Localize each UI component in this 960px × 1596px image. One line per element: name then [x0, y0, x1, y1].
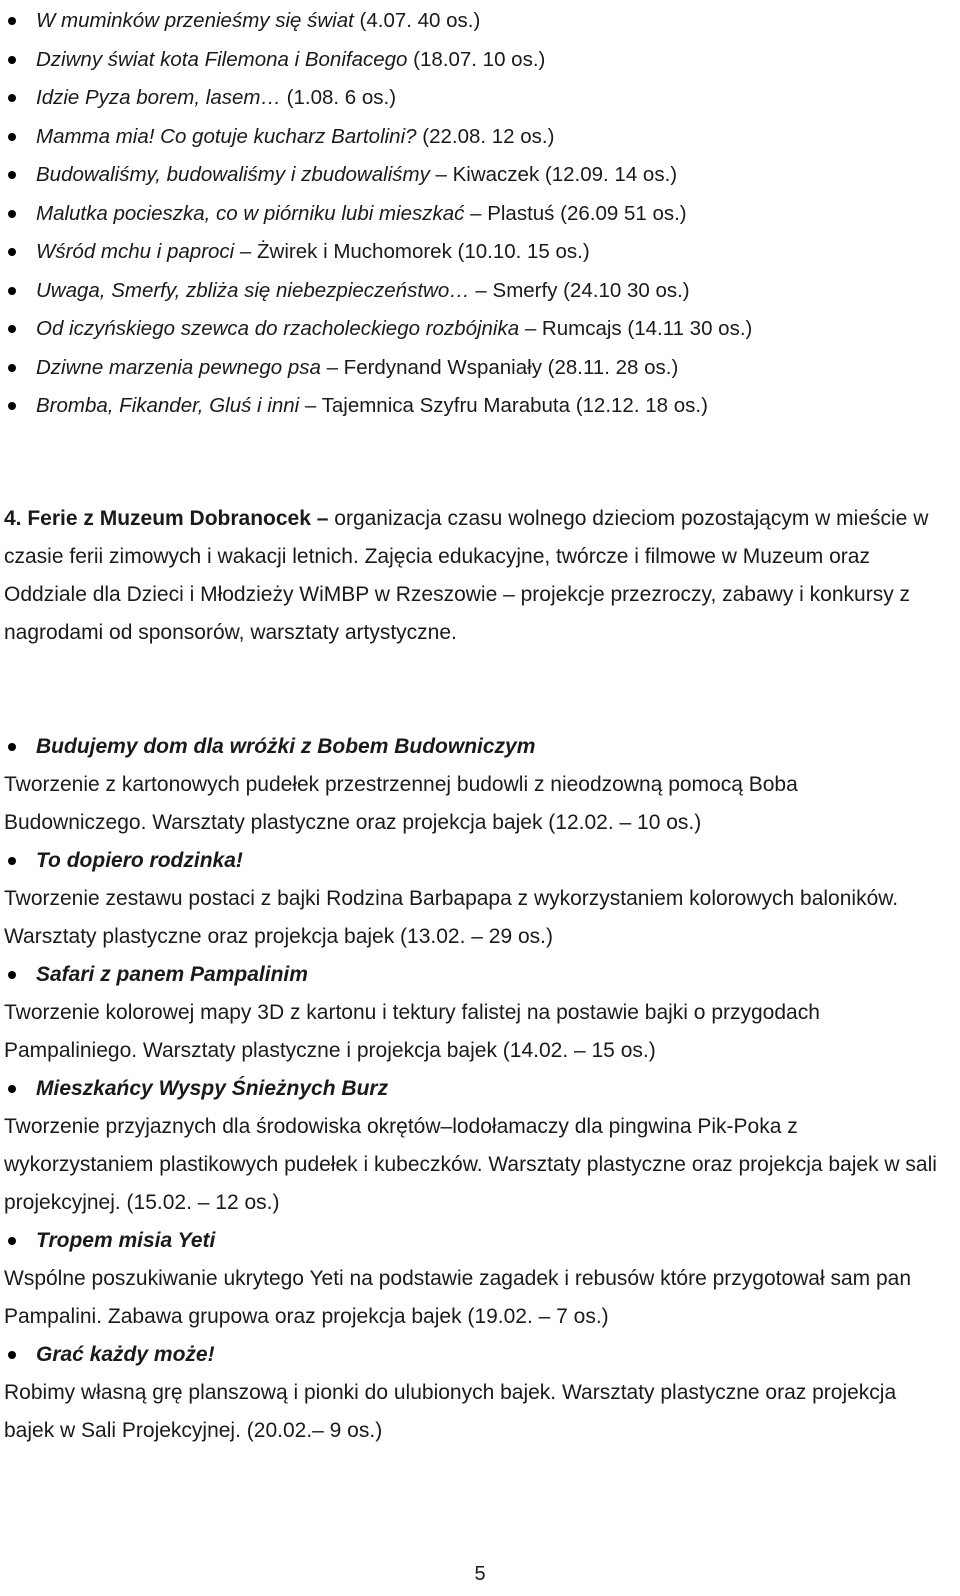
workshop-title: Tropem misia Yeti [36, 1229, 216, 1252]
page-number: 5 [474, 1563, 486, 1585]
event-title: Wśród mchu i paproci [36, 240, 235, 263]
event-title: Budowaliśmy, budowaliśmy i zbudowaliśmy [36, 163, 430, 186]
list-item [8, 387, 948, 426]
event-title: Malutka pocieszka, co w piórniku lubi mieszkać [36, 201, 465, 225]
bullet-icon [8, 1085, 16, 1093]
event-title: Mamma mia! Co gotuje kucharz Bartolini? [36, 124, 417, 148]
workshop-description: Tworzenie przyjaznych dla środowiska okrętów–lodołamaczy dla pingwina Pik-Poka z wykorzystaniem plastikowych pudełek i kubeczków. Warsztaty plastyczne oraz projekcja bajek w sali projekcyjnej. (15.02. – 12 os.) [4, 1115, 937, 1214]
workshop-item [4, 1222, 944, 1336]
event-title: W muminków przenieśmy się świat [36, 9, 354, 32]
event-details: (1.08. 6 os.) [280, 86, 397, 109]
bullet-icon [8, 133, 16, 141]
event-details: – Rumcajs (14.11 30 os.) [519, 317, 753, 340]
event-title: Bromba, Fikander, Gluś i inni [36, 394, 300, 417]
event-details: – Kiwaczek (12.09. 14 os.) [429, 163, 678, 186]
event-details: – Plastuś (26.09 51 os.) [464, 201, 687, 225]
list-item [8, 310, 948, 349]
bullet-icon [8, 1237, 16, 1245]
bullet-icon [8, 325, 16, 333]
event-details: – Smerfy (24.10 30 os.) [469, 278, 690, 302]
workshop-title-row [4, 1336, 944, 1374]
event-list [8, 2, 948, 426]
event-details: (22.08. 12 os.) [416, 124, 555, 148]
bullet-icon [8, 287, 16, 295]
workshop-item [4, 1336, 944, 1450]
workshop-description: Tworzenie zestawu postaci z bajki Rodzina Barbapapa z wykorzystaniem kolorowych baloników. Warsztaty plastyczne oraz projekcja bajek (13.02. – 29 os.) [4, 887, 899, 948]
list-item [8, 2, 948, 41]
section-4 [4, 500, 940, 652]
bullet-icon [8, 971, 16, 979]
workshop-title: Mieszkańcy Wyspy Śnieżnych Burz [36, 1077, 389, 1100]
workshop-title: Grać każdy może! [36, 1343, 215, 1366]
list-item [8, 195, 948, 234]
list-item [8, 118, 948, 157]
bullet-icon [8, 1351, 16, 1359]
workshop-title: To dopiero rodzinka! [36, 849, 243, 872]
list-item [8, 272, 948, 311]
bullet-icon [8, 857, 16, 865]
event-details: – Żwirek i Muchomorek (10.10. 15 os.) [234, 240, 590, 263]
event-details: (4.07. 40 os.) [353, 9, 481, 32]
event-details: – Tajemnica Szyfru Marabuta (12.12. 18 os.) [299, 394, 708, 417]
workshop-title: Budujemy dom dla wróżki z Bobem Budowniczym [36, 735, 536, 758]
workshop-list [4, 728, 944, 1450]
bullet-icon [8, 248, 16, 256]
list-item [8, 156, 948, 195]
bullet-icon [8, 210, 16, 218]
workshop-item [4, 728, 944, 842]
workshop-title-row [4, 956, 944, 994]
event-details: – Ferdynand Wspaniały (28.11. 28 os.) [320, 355, 679, 379]
workshop-title-row [4, 728, 944, 766]
list-item [8, 41, 948, 80]
section-text: organizacja czasu wolnego dzieciom pozostającym w mieście w czasie ferii zimowych i wakacji letnich. Zajęcia edukacyjne, twórcze i filmowe w Muzeum oraz Oddziale dla Dzieci i Młodzieży WiMBP w Rzeszowie – projekcje przezroczy, zabawy i konkursy z nagrodami od sponsorów, warsztaty artystyczne. [4, 507, 929, 644]
bullet-icon [8, 171, 16, 179]
bullet-icon [8, 56, 16, 64]
bullet-icon [8, 743, 16, 751]
section-heading: 4. Ferie z Muzeum Dobranocek – [4, 507, 329, 530]
event-title: Dziwne marzenia pewnego psa [36, 355, 321, 379]
workshop-title-row [4, 842, 944, 880]
list-item [8, 233, 948, 272]
workshop-description: Tworzenie z kartonowych pudełek przestrzennej budowli z nieodzowną pomocą Boba Budowniczego. Warsztaty plastyczne oraz projekcja bajek (12.02. – 10 os.) [4, 773, 798, 834]
event-title: Idzie Pyza borem, lasem… [36, 86, 281, 109]
event-title: Od iczyńskiego szewca do rzacholeckiego rozbójnika [36, 317, 520, 340]
workshop-description: Wspólne poszukiwanie ukrytego Yeti na podstawie zagadek i rebusów które przygotował sam pan Pampalini. Zabawa grupowa oraz projekcja bajek (19.02. – 7 os.) [4, 1267, 912, 1328]
workshop-title-row [4, 1070, 944, 1108]
workshop-item [4, 956, 944, 1070]
workshop-title-row [4, 1222, 944, 1260]
workshop-description: Tworzenie kolorowej mapy 3D z kartonu i tektury falistej na postawie bajki o przygodach Pampaliniego. Warsztaty plastyczne i projekcja bajek (14.02. – 15 os.) [4, 1001, 820, 1062]
list-item [8, 349, 948, 388]
workshop-title: Safari z panem Pampalinim [36, 963, 308, 986]
event-details: (18.07. 10 os.) [407, 47, 546, 71]
event-title: Uwaga, Smerfy, zbliża się niebezpieczeństwo… [36, 278, 470, 302]
event-title: Dziwny świat kota Filemona i Bonifacego [36, 47, 408, 71]
bullet-icon [8, 402, 16, 410]
bullet-icon [8, 364, 16, 372]
workshop-item [4, 1070, 944, 1222]
list-item [8, 79, 948, 118]
workshop-item [4, 842, 944, 956]
bullet-icon [8, 94, 16, 102]
bullet-icon [8, 17, 16, 25]
workshop-description: Robimy własną grę planszową i pionki do ulubionych bajek. Warsztaty plastyczne oraz projekcja bajek w Sali Projekcyjnej. (20.02.– 9 os.) [4, 1381, 897, 1442]
